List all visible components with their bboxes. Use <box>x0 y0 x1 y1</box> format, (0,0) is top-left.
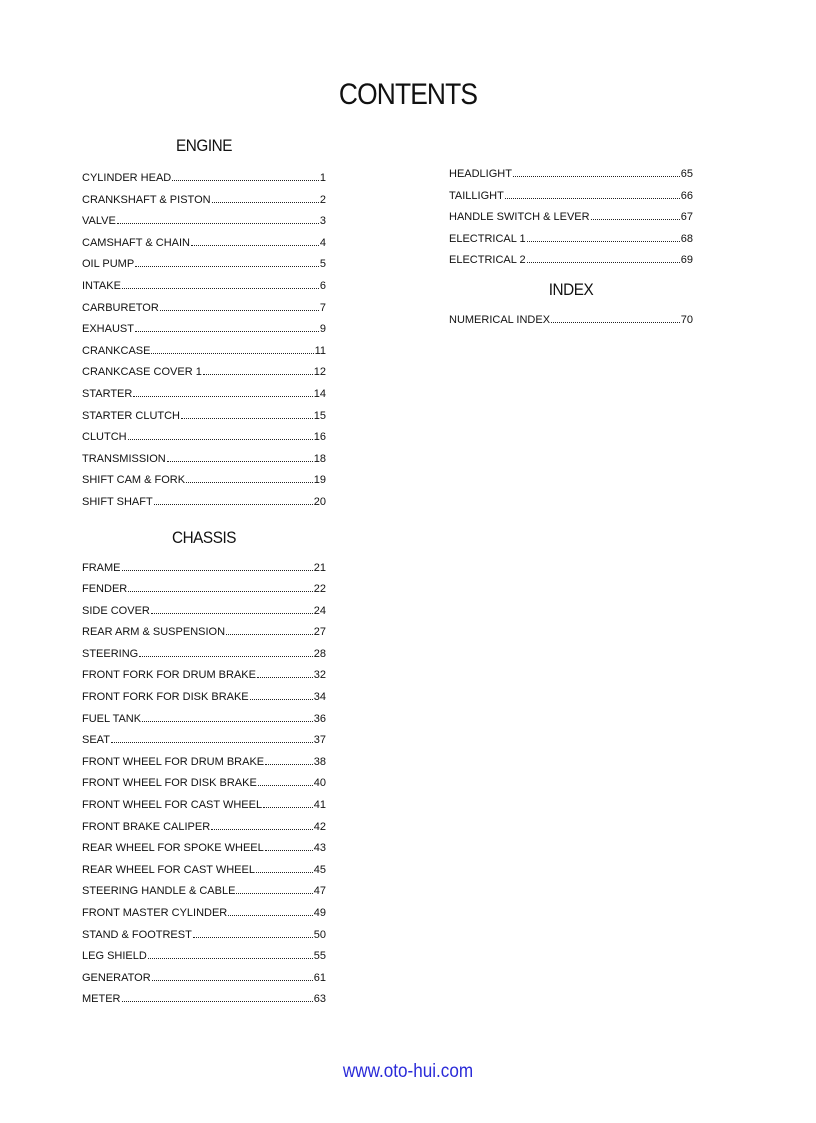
toc-entry-page-number: 24 <box>313 604 326 617</box>
toc-entry[interactable] <box>82 410 326 432</box>
toc-entry-label: FRONT WHEEL FOR DISK BRAKE <box>82 777 257 790</box>
dot-leader <box>193 929 313 938</box>
toc-entry[interactable] <box>82 215 326 237</box>
toc-entry-label: REAR ARM & SUSPENSION <box>82 626 226 639</box>
dot-leader <box>513 168 680 177</box>
toc-entry[interactable] <box>82 172 326 194</box>
toc-entry[interactable] <box>449 211 693 233</box>
toc-entry-label: FRONT BRAKE CALIPER <box>82 820 211 833</box>
toc-entry-page-number: 38 <box>313 755 326 768</box>
toc-entry-page-number: 16 <box>313 431 326 444</box>
toc-entry-page-number: 63 <box>313 993 326 1006</box>
toc-entry[interactable] <box>82 885 326 907</box>
toc-entry-label: VALVE <box>82 215 116 228</box>
dot-leader <box>122 993 313 1002</box>
toc-entry[interactable] <box>82 777 326 799</box>
toc-entry[interactable] <box>82 864 326 886</box>
toc-entry[interactable] <box>82 605 326 627</box>
toc-entry-page-number: 61 <box>313 971 326 984</box>
dot-leader <box>160 302 319 311</box>
dot-leader <box>142 713 313 722</box>
dot-leader <box>122 280 319 289</box>
toc-entry-page-number: 9 <box>319 323 326 336</box>
toc-entry[interactable] <box>82 496 326 518</box>
engine-toc-list <box>82 172 326 518</box>
chassis-toc-list <box>82 562 326 1015</box>
toc-entry[interactable] <box>82 842 326 864</box>
toc-entry-label: CRANKCASE <box>82 344 151 357</box>
toc-entry[interactable] <box>449 168 693 190</box>
website-link[interactable]: www.oto-hui.com <box>342 1061 474 1082</box>
toc-entry[interactable] <box>82 993 326 1015</box>
dot-leader <box>226 626 313 635</box>
toc-entry[interactable] <box>82 237 326 259</box>
toc-entry-page-number: 27 <box>313 626 326 639</box>
toc-entry-label: FRONT WHEEL FOR CAST WHEEL <box>82 799 263 812</box>
page-title: CONTENTS <box>338 78 478 111</box>
toc-entry[interactable] <box>82 366 326 388</box>
toc-entry-page-number: 18 <box>313 452 326 465</box>
dot-leader <box>527 233 680 242</box>
toc-entry-label: LEG SHIELD <box>82 950 147 963</box>
toc-entry-label: CARBURETOR <box>82 301 159 314</box>
dot-leader <box>139 648 313 657</box>
toc-entry-page-number: 6 <box>319 279 326 292</box>
dot-leader <box>256 864 313 873</box>
toc-entry-label: HANDLE SWITCH & LEVER <box>449 211 590 224</box>
toc-entry-page-number: 41 <box>313 799 326 812</box>
toc-entry[interactable] <box>82 799 326 821</box>
toc-entry-page-number: 14 <box>313 387 326 400</box>
toc-entry[interactable] <box>82 669 326 691</box>
dot-leader <box>265 756 313 765</box>
toc-entry-page-number: 69 <box>680 254 693 267</box>
toc-entry[interactable] <box>82 302 326 324</box>
dot-leader <box>128 583 313 592</box>
section-heading-chassis: CHASSIS <box>171 527 237 547</box>
toc-entry[interactable] <box>82 929 326 951</box>
dot-leader <box>505 190 680 199</box>
dot-leader <box>181 410 313 419</box>
toc-entry[interactable] <box>82 388 326 410</box>
left-column <box>82 136 326 1015</box>
toc-entry[interactable] <box>82 648 326 670</box>
toc-entry-page-number: 43 <box>313 842 326 855</box>
toc-entry-label: NUMERICAL INDEX <box>449 313 551 326</box>
toc-entry-page-number: 65 <box>680 168 693 180</box>
toc-entry-label: HEADLIGHT <box>449 168 512 180</box>
dot-leader <box>211 821 313 830</box>
dot-leader <box>154 496 313 505</box>
toc-entry-label: REAR WHEEL FOR CAST WHEEL <box>82 863 255 876</box>
toc-entry[interactable] <box>82 756 326 778</box>
toc-entry-page-number: 70 <box>680 313 693 326</box>
index-toc-list <box>449 314 693 336</box>
dot-leader <box>151 605 313 614</box>
section-heading-engine: ENGINE <box>176 136 232 155</box>
toc-entry[interactable] <box>82 323 326 345</box>
dot-leader <box>148 950 313 959</box>
toc-entry-label: CYLINDER HEAD <box>82 172 172 184</box>
toc-entry-page-number: 37 <box>313 734 326 747</box>
dot-leader <box>111 734 313 743</box>
dot-leader <box>135 258 319 267</box>
toc-entry-page-number: 28 <box>313 647 326 660</box>
toc-entry[interactable] <box>82 258 326 280</box>
toc-entry[interactable] <box>82 734 326 756</box>
toc-entry-label: STARTER CLUTCH <box>82 409 180 422</box>
toc-entry-page-number: 49 <box>313 907 326 919</box>
dot-leader <box>128 431 313 440</box>
toc-entry-page-number: 66 <box>680 189 693 202</box>
toc-entry[interactable] <box>82 950 326 972</box>
dot-leader <box>172 172 319 181</box>
toc-entry-label: TAILLIGHT <box>449 189 504 202</box>
toc-entry[interactable] <box>82 907 326 929</box>
toc-entry-label: FRONT MASTER CYLINDER <box>82 907 228 919</box>
dot-leader <box>591 211 680 220</box>
toc-entry-page-number: 5 <box>319 258 326 271</box>
toc-entry-page-number: 4 <box>319 236 326 249</box>
dot-leader <box>167 453 313 462</box>
toc-entry[interactable] <box>82 626 326 648</box>
toc-entry[interactable] <box>82 821 326 843</box>
dot-leader <box>152 972 313 981</box>
toc-entry-page-number: 67 <box>680 211 693 224</box>
dot-leader <box>263 799 313 808</box>
toc-entry-page-number: 1 <box>319 172 326 184</box>
toc-entry-label: CLUTCH <box>82 431 127 444</box>
toc-entry-label: STEERING HANDLE & CABLE <box>82 885 236 898</box>
dot-leader <box>212 194 319 203</box>
dot-leader <box>122 562 313 571</box>
toc-entry[interactable] <box>82 453 326 475</box>
toc-entry-label: CRANKCASE COVER 1 <box>82 366 202 379</box>
dot-leader <box>135 323 319 332</box>
toc-entry-page-number: 2 <box>319 193 326 206</box>
toc-entry-label: FRONT FORK FOR DISK BRAKE <box>82 691 249 704</box>
toc-entry-page-number: 34 <box>313 691 326 704</box>
toc-entry[interactable] <box>449 254 693 276</box>
toc-entry[interactable] <box>82 691 326 713</box>
dot-leader <box>186 474 313 483</box>
dot-leader <box>203 366 313 375</box>
toc-entry[interactable] <box>82 583 326 605</box>
toc-entry-label: OIL PUMP <box>82 258 135 271</box>
toc-entry[interactable] <box>82 972 326 994</box>
dot-leader <box>551 314 680 323</box>
toc-entry[interactable] <box>82 431 326 453</box>
dot-leader <box>191 237 319 246</box>
dot-leader <box>236 885 312 894</box>
toc-entry-label: METER <box>82 993 121 1006</box>
toc-entry-page-number: 12 <box>313 366 326 379</box>
dot-leader <box>250 691 313 700</box>
toc-entry-label: FUEL TANK <box>82 712 142 725</box>
toc-entry-page-number: 32 <box>313 669 326 682</box>
dot-leader <box>151 345 313 354</box>
dot-leader <box>265 842 313 851</box>
toc-entry-page-number: 19 <box>313 474 326 487</box>
chassis-continued-toc-list <box>449 168 693 276</box>
toc-entry[interactable] <box>82 280 326 302</box>
toc-entry-label: CRANKSHAFT & PISTON <box>82 193 211 206</box>
toc-entry-page-number: 11 <box>314 344 326 357</box>
dot-leader <box>258 777 313 786</box>
toc-entry-label: EXHAUST <box>82 323 134 336</box>
toc-entry[interactable] <box>449 190 693 212</box>
toc-entry-label: INTAKE <box>82 279 121 292</box>
dot-leader <box>527 254 680 263</box>
toc-entry[interactable] <box>82 713 326 735</box>
toc-entry-page-number: 45 <box>313 863 326 876</box>
dot-leader <box>133 388 312 397</box>
toc-entry-label: SEAT <box>82 734 110 747</box>
toc-entry-page-number: 68 <box>680 232 693 245</box>
toc-entry-label: SHIFT CAM & FORK <box>82 474 186 487</box>
toc-entry-label: FRAME <box>82 561 121 574</box>
toc-entry-page-number: 21 <box>313 561 326 574</box>
toc-entry[interactable] <box>82 474 326 496</box>
toc-entry-label: GENERATOR <box>82 971 151 984</box>
toc-entry-page-number: 15 <box>313 409 326 422</box>
toc-entry-page-number: 20 <box>313 495 326 508</box>
toc-entry-label: STAND & FOOTREST <box>82 928 192 941</box>
toc-entry[interactable] <box>82 345 326 367</box>
toc-entry-label: TRANSMISSION <box>82 452 166 465</box>
toc-entry-page-number: 55 <box>313 950 326 963</box>
toc-entry[interactable] <box>82 562 326 584</box>
toc-entry-label: FRONT WHEEL FOR DRUM BRAKE <box>82 755 265 768</box>
dot-leader <box>257 669 313 678</box>
toc-entry[interactable] <box>449 233 693 255</box>
toc-entry-page-number: 40 <box>313 777 326 790</box>
toc-entry-page-number: 50 <box>313 928 326 941</box>
toc-entry-page-number: 7 <box>319 301 326 314</box>
toc-entry-page-number: 3 <box>319 215 326 228</box>
section-heading-index: INDEX <box>548 279 594 299</box>
toc-entry-page-number: 47 <box>313 885 326 898</box>
toc-entry-label: SHIFT SHAFT <box>82 495 153 508</box>
toc-entry-label: FRONT FORK FOR DRUM BRAKE <box>82 669 256 682</box>
toc-entry-page-number: 22 <box>313 583 326 596</box>
toc-entry-label: STARTER <box>82 387 133 400</box>
toc-entry[interactable] <box>82 194 326 216</box>
toc-entry-label: FENDER <box>82 583 128 596</box>
toc-entry-label: ELECTRICAL 1 <box>449 232 526 245</box>
toc-entry-label: SIDE COVER <box>82 604 150 617</box>
toc-entry[interactable] <box>449 314 693 336</box>
toc-entry-page-number: 42 <box>313 820 326 833</box>
dot-leader <box>117 215 319 224</box>
toc-entry-label: CAMSHAFT & CHAIN <box>82 236 190 249</box>
toc-entry-label: ELECTRICAL 2 <box>449 254 526 267</box>
dot-leader <box>228 907 312 916</box>
toc-entry-label: STEERING <box>82 647 139 660</box>
toc-entry-page-number: 36 <box>313 712 326 725</box>
right-column <box>449 168 693 336</box>
toc-entry-label: REAR WHEEL FOR SPOKE WHEEL <box>82 842 264 855</box>
